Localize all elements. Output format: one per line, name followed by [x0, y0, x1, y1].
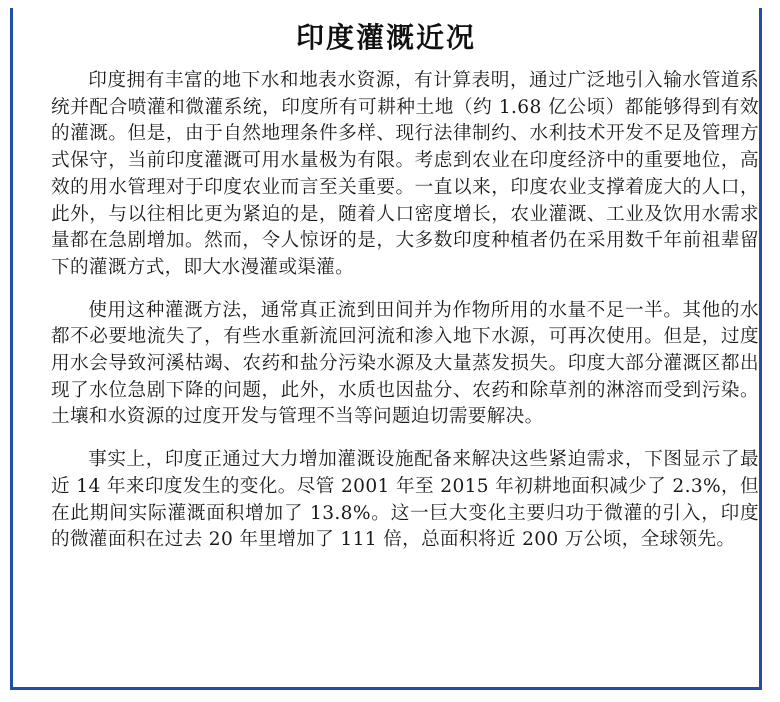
- article-frame: [10, 8, 762, 690]
- article-body: [51, 68, 759, 554]
- paragraph-2: 使用这种灌溉方法，通常真正流到田间并为作物所用的水量不足一半。其他的水都不必要地流失了，有些水重新流回河流和渗入地下水源，可再次使用。但是，过度用水会导致河溪枯竭、农药和盐分污染水源及大量蒸发损失。印度大部分灌溉区都出现了水位急剧下降的问题，此外，水质也因盐分、农药和除草剂的淋溶而受到污染。土壤和水资源的过度开发与管理不当等问题迫切需要解决。: [51, 299, 759, 428]
- paragraph-3: 事实上，印度正通过大力增加灌溉设施配备来解决这些紧迫需求，下图显示了最近 14 年来印度发生的变化。尽管 2001 年至 2015 年初耕地面积减少了 2.3%，但在此期间实际灌溉面积增加了 13.8%。这一巨大变化主要归功于微灌的引入，印度的微灌面积在过去 20 年里增加了 111 倍，总面积将近 200 万公顷，全球领先。: [51, 449, 759, 551]
- paragraph-1: 印度拥有丰富的地下水和地表水资源，有计算表明，通过广泛地引入输水管道系统并配合喷灌和微灌系统，印度所有可耕种土地（约 1.68 亿公顷）都能够得到有效的灌溉。但是，由于自然地理条件多样、现行法律制约、水利技术开发不足及管理方式保守，当前印度灌溉可用水量极为有限。考虑到农业在印度经济中的重要地位，高效的用水管理对于印度农业而言至关重要。一直以来，印度农业支撑着庞大的人口，此外，与以往相比更为紧迫的是，随着人口密度增长，农业灌溉、工业及饮用水需求量都在急剧增加。然而，令人惊讶的是，大多数印度种植者仍在采用数千年前祖辈留下的灌溉方式，即大水漫灌或渠灌。: [51, 70, 759, 278]
- article-title: 印度灌溉近况: [295, 21, 476, 54]
